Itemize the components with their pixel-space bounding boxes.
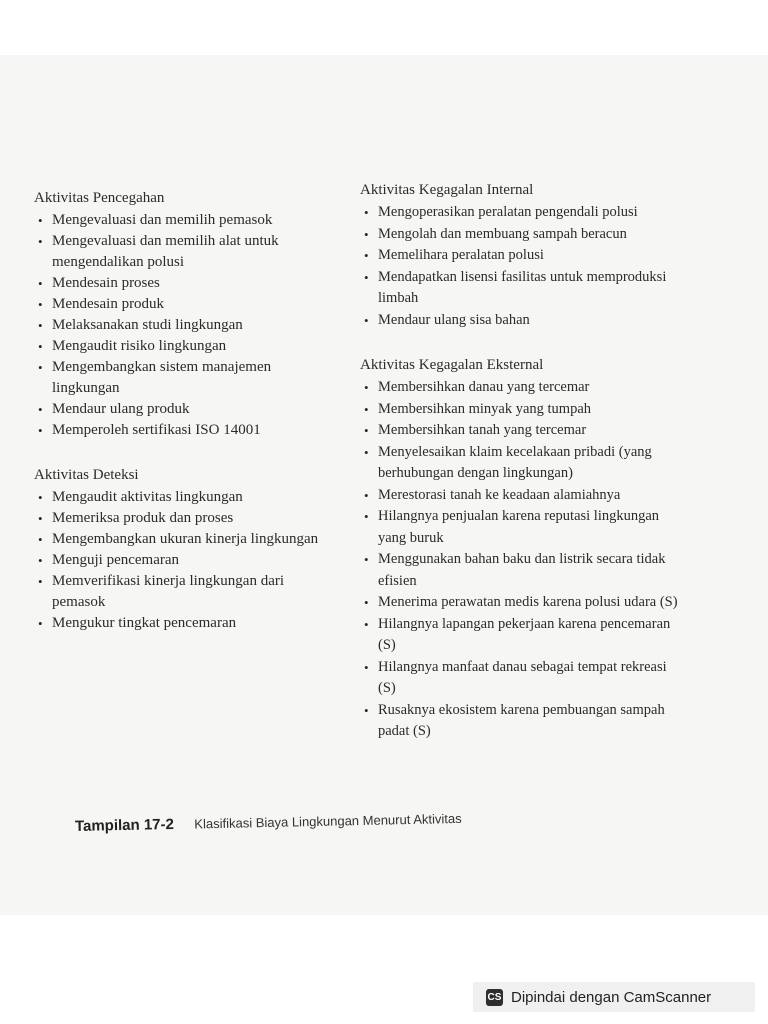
figure-number: Tampilan 17-2 xyxy=(74,815,175,835)
list-item: • Memeriksa produk dan proses xyxy=(34,508,334,529)
figure-title: Klasifikasi Biaya Lingkungan Menurut Aktivitas xyxy=(194,810,462,832)
list-item: • Mendaur ulang produk xyxy=(34,399,334,420)
list-item: • Mengembangkan sistem manajemen lingkungan xyxy=(34,357,334,399)
camscanner-logo-icon: CS xyxy=(486,989,503,1006)
list-item: • Rusaknya ekosistem karena pembuangan sampah padat (S) xyxy=(360,700,680,743)
list-item: • Hilangnya penjualan karena reputasi lingkungan yang buruk xyxy=(360,506,680,549)
list-item: • Membersihkan danau yang tercemar xyxy=(360,377,680,399)
list-item: • Mengoperasikan peralatan pengendali polusi xyxy=(360,202,680,224)
detection-heading: Aktivitas Deteksi xyxy=(34,467,139,483)
internal-failure-heading: Aktivitas Kegagalan Internal xyxy=(360,182,534,198)
list-item: • Hilangnya manfaat danau sebagai tempat rekreasi (S) xyxy=(360,657,680,700)
list-item: • Memverifikasi kinerja lingkungan dari pemasok xyxy=(34,571,334,613)
list-item: • Menyelesaikan klaim kecelakaan pribadi (yang berhubungan dengan lingkungan) xyxy=(360,442,680,485)
list-item: • Menguji pencemaran xyxy=(34,550,334,571)
list-item: • Memperoleh sertifikasi ISO 14001 xyxy=(34,420,334,441)
list-item: • Mendesain proses xyxy=(34,273,334,294)
external-failure-list xyxy=(360,377,680,743)
prevention-list xyxy=(34,210,334,441)
list-item: • Mengaudit risiko lingkungan xyxy=(34,336,334,357)
right-column xyxy=(360,180,680,767)
external-failure-section xyxy=(360,355,680,743)
internal-failure-list xyxy=(360,202,680,331)
list-item: • Mengolah dan membuang sampah beracun xyxy=(360,224,680,246)
prevention-section xyxy=(34,188,334,441)
left-column xyxy=(34,188,334,658)
list-item: • Mengevaluasi dan memilih alat untuk mengendalikan polusi xyxy=(34,231,334,273)
list-item: • Membersihkan tanah yang tercemar xyxy=(360,420,680,442)
list-item: • Mendaur ulang sisa bahan xyxy=(360,310,680,332)
list-item: • Mengembangkan ukuran kinerja lingkungan xyxy=(34,529,334,550)
list-item: • Hilangnya lapangan pekerjaan karena pencemaran (S) xyxy=(360,614,680,657)
list-item: • Membersihkan minyak yang tumpah xyxy=(360,399,680,421)
detection-list xyxy=(34,487,334,634)
internal-failure-section xyxy=(360,180,680,331)
prevention-heading: Aktivitas Pencegahan xyxy=(34,190,165,206)
list-item: • Mengevaluasi dan memilih pemasok xyxy=(34,210,334,231)
camscanner-text: Dipindai dengan CamScanner xyxy=(511,988,712,1006)
list-item: • Mendapatkan lisensi fasilitas untuk memproduksi limbah xyxy=(360,267,680,310)
list-item: • Menerima perawatan medis karena polusi udara (S) xyxy=(360,592,680,614)
list-item: • Menggunakan bahan baku dan listrik secara tidak efisien xyxy=(360,549,680,592)
list-item: • Memelihara peralatan polusi xyxy=(360,245,680,267)
list-item: • Mendesain produk xyxy=(34,294,334,315)
list-item: • Melaksanakan studi lingkungan xyxy=(34,315,334,336)
list-item: • Merestorasi tanah ke keadaan alamiahnya xyxy=(360,485,680,507)
detection-section xyxy=(34,465,334,634)
external-failure-heading: Aktivitas Kegagalan Eksternal xyxy=(360,357,544,373)
list-item: • Mengukur tingkat pencemaran xyxy=(34,613,334,634)
camscanner-watermark xyxy=(473,982,755,1012)
list-item: • Mengaudit aktivitas lingkungan xyxy=(34,487,334,508)
